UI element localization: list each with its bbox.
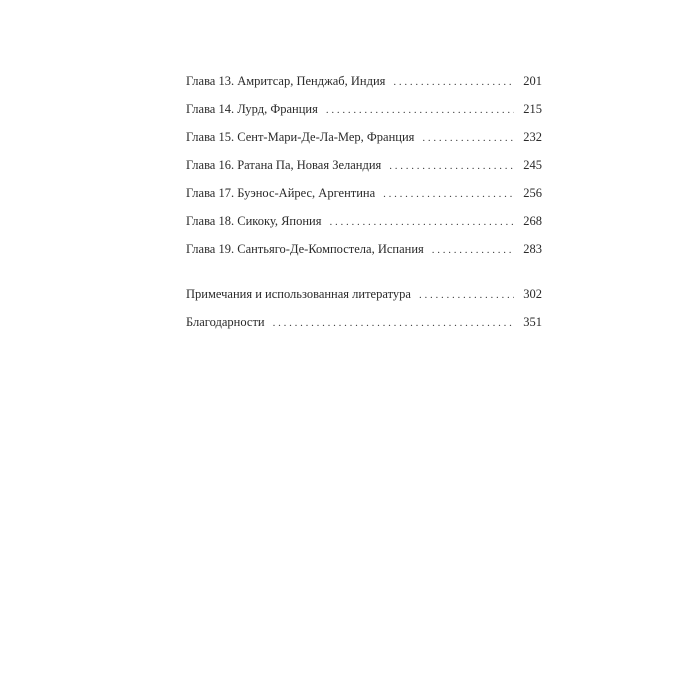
dot-leader bbox=[330, 212, 515, 232]
toc-entry-chapter-17 bbox=[186, 183, 542, 211]
toc-entry-page: 232 bbox=[523, 130, 542, 144]
toc-entry-title: Глава 15. Сент-Мари-Де-Ла-Мер, Франция bbox=[186, 130, 415, 144]
toc-entry-page: 302 bbox=[523, 287, 542, 301]
toc-entry-title: Благодарности bbox=[186, 315, 265, 329]
dot-leader bbox=[422, 128, 514, 148]
toc-entry-title: Глава 16. Ратана Па, Новая Зеландия bbox=[186, 158, 382, 172]
toc-entry-chapter-19 bbox=[186, 239, 542, 267]
toc-entry-title: Примечания и использованная литература bbox=[186, 287, 411, 301]
toc-entry-chapter-13 bbox=[186, 71, 542, 99]
toc-entry-title: Глава 14. Лурд, Франция bbox=[186, 102, 318, 116]
dot-leader bbox=[419, 285, 514, 305]
table-of-contents bbox=[186, 71, 542, 340]
toc-entry-chapter-14 bbox=[186, 99, 542, 127]
dot-leader bbox=[389, 156, 514, 176]
section-gap bbox=[186, 267, 542, 284]
toc-entry-page: 201 bbox=[523, 74, 542, 88]
toc-entry-acknowledgements bbox=[186, 312, 542, 340]
dot-leader bbox=[383, 184, 514, 204]
dot-leader bbox=[326, 100, 514, 120]
toc-entry-chapter-15 bbox=[186, 127, 542, 155]
toc-entry-title: Глава 17. Буэнос-Айрес, Аргентина bbox=[186, 186, 376, 200]
toc-entry-page: 268 bbox=[523, 214, 542, 228]
toc-entry-title: Глава 18. Сикоку, Япония bbox=[186, 214, 322, 228]
toc-entry-chapter-18 bbox=[186, 211, 542, 239]
toc-entry-page: 256 bbox=[523, 186, 542, 200]
toc-entry-title: Глава 19. Сантьяго-Де-Компостела, Испания bbox=[186, 242, 424, 256]
toc-entry-title: Глава 13. Амритсар, Пенджаб, Индия bbox=[186, 74, 386, 88]
toc-entry-page: 351 bbox=[523, 315, 542, 329]
dot-leader bbox=[273, 313, 514, 333]
toc-entry-page: 245 bbox=[523, 158, 542, 172]
toc-entry-page: 215 bbox=[523, 102, 542, 116]
toc-entry-notes bbox=[186, 284, 542, 312]
toc-entry-page: 283 bbox=[523, 242, 542, 256]
dot-leader bbox=[393, 72, 514, 92]
toc-entry-chapter-16 bbox=[186, 155, 542, 183]
dot-leader bbox=[432, 240, 514, 260]
